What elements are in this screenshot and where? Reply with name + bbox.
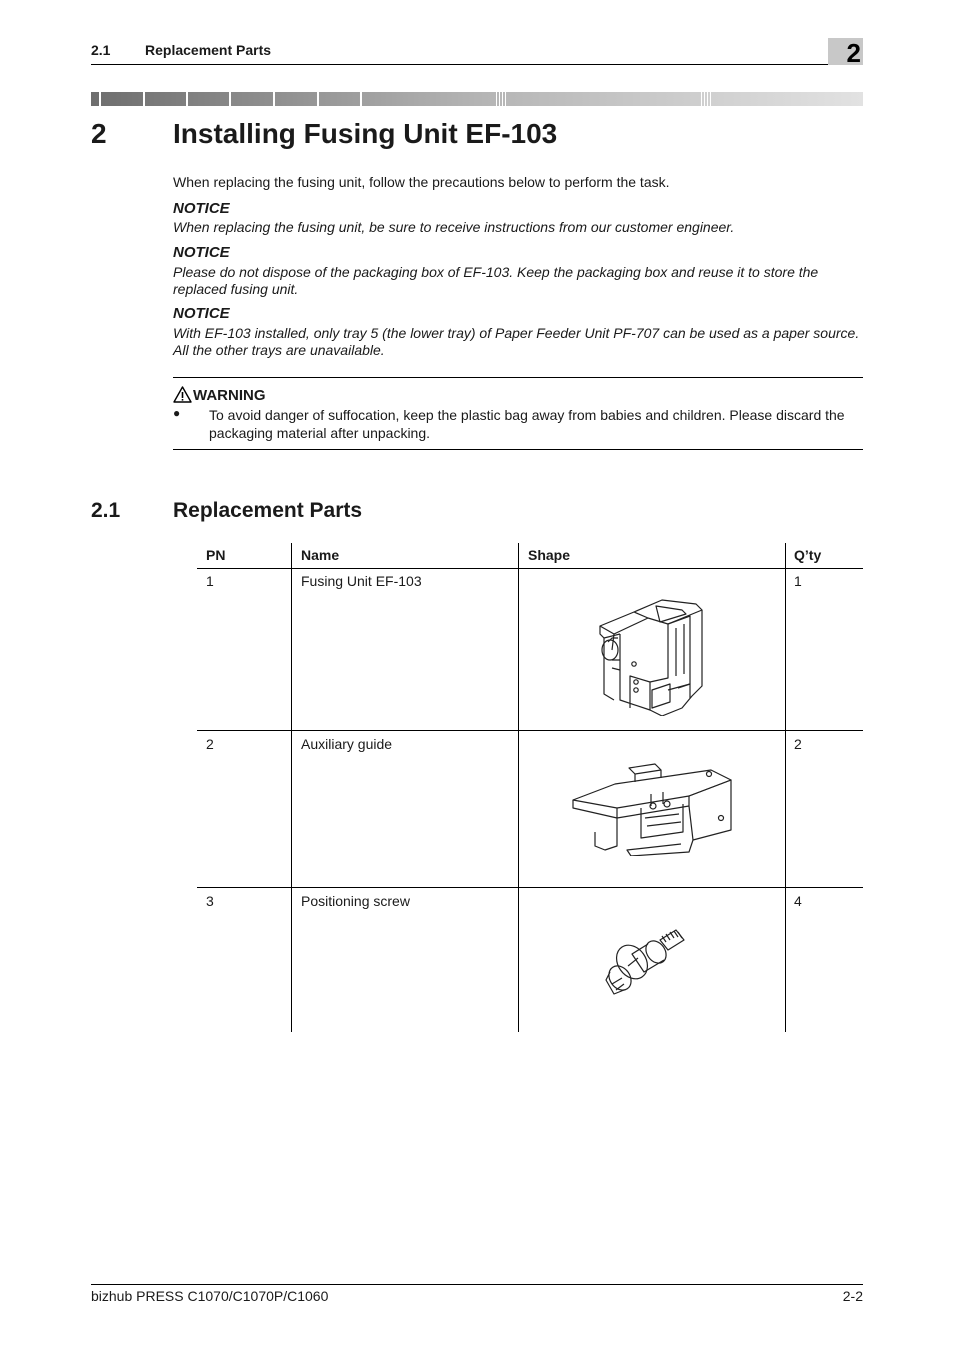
warning-triangle-icon (173, 386, 192, 403)
section-title: Replacement Parts (173, 499, 363, 522)
chapter-number: 2 (91, 118, 107, 149)
chapter-title: Installing Fusing Unit EF-103 (173, 118, 558, 149)
header-rule (91, 64, 828, 65)
table-column-divider (291, 543, 292, 1032)
intro-text: When replacing the fusing unit, follow the precautions below to perform the task. (173, 174, 670, 190)
column-header-qty: Q’ty (794, 547, 822, 563)
footer-rule (91, 1284, 863, 1285)
header-section-title: Replacement Parts (145, 42, 272, 58)
notice-label: NOTICE (173, 200, 230, 217)
notice-text: When replacing the fusing unit, be sure to receive instructions from our customer engineer. (173, 219, 735, 235)
header-section-number: 2.1 (91, 42, 111, 58)
cell-name: Positioning screw (301, 893, 410, 909)
notice-text: With EF-103 installed, only tray 5 (the lower tray) of Paper Feeder Unit PF-707 can be used as a paper source. All the other trays are unavailable. (173, 325, 860, 358)
warning-bullet: ● (173, 406, 181, 420)
column-header-shape: Shape (528, 547, 571, 563)
fusing-unit-illustration (590, 590, 706, 716)
warning-rule-bottom (173, 449, 863, 450)
column-header-pn: PN (206, 547, 226, 563)
decorative-band (91, 92, 863, 106)
table-column-divider (785, 543, 786, 1032)
cell-pn: 3 (206, 893, 214, 909)
table-column-divider (518, 543, 519, 1032)
chapter-tab: 2 (828, 38, 863, 65)
cell-qty: 2 (794, 736, 802, 752)
notice-text: Please do not dispose of the packaging box of EF-103. Keep the packaging box and reuse it to store the replaced fusing unit. (173, 264, 819, 297)
column-header-name: Name (301, 547, 340, 563)
warning-label: WARNING (193, 387, 266, 404)
footer-product-name: bizhub PRESS C1070/C1070P/C1060 (91, 1288, 329, 1304)
table-rule (197, 887, 863, 888)
cell-qty: 4 (794, 893, 802, 909)
cell-name: Auxiliary guide (301, 736, 393, 752)
section-number: 2.1 (91, 499, 121, 522)
cell-pn: 2 (206, 736, 214, 752)
warning-text: To avoid danger of suffocation, keep the plastic bag away from babies and children. Please discard the packaging material after unpacking. (209, 407, 845, 441)
footer-page-number: 2-2 (842, 1288, 863, 1304)
notice-label: NOTICE (173, 244, 230, 261)
cell-pn: 1 (206, 573, 214, 589)
cell-qty: 1 (794, 573, 802, 589)
cell-name: Fusing Unit EF-103 (301, 573, 422, 589)
table-rule (197, 730, 863, 731)
auxiliary-guide-illustration (571, 758, 733, 856)
notice-label: NOTICE (173, 305, 230, 322)
table-rule (197, 568, 863, 569)
positioning-screw-illustration (604, 928, 686, 998)
warning-rule-top (173, 377, 863, 378)
